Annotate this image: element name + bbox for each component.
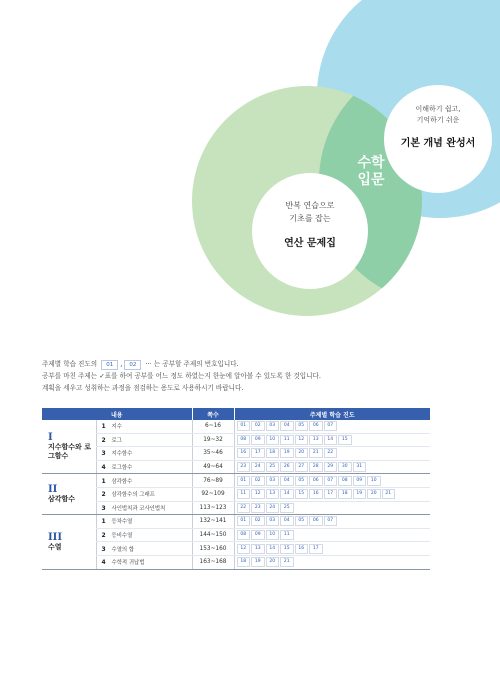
topic-number: 2 [101, 532, 106, 540]
progress-checkbox[interactable]: 08 [338, 476, 352, 486]
practice-book-title: 연산 문제집 [284, 238, 336, 249]
progress-cell [234, 528, 430, 542]
progress-cell [234, 555, 430, 569]
progress-checkbox[interactable]: 18 [338, 489, 352, 499]
table-row [42, 501, 430, 515]
page-range: 49~64 [192, 460, 234, 474]
topic-name: 삼각함수의 그래프 [111, 492, 155, 499]
progress-checkbox[interactable]: 18 [266, 448, 280, 458]
progress-checkbox[interactable]: 17 [324, 489, 338, 499]
unit-number: III [48, 531, 63, 543]
table-body [42, 420, 430, 569]
progress-checkbox[interactable]: 25 [266, 462, 280, 472]
progress-checkbox[interactable]: 13 [309, 435, 323, 445]
concept-book-description [384, 104, 492, 126]
example-chip-second: 02 [124, 360, 141, 370]
progress-checkbox[interactable]: 06 [309, 421, 323, 431]
instruction-line-1-lead: 주제별 학습 진도의 [42, 360, 98, 368]
progress-checkbox[interactable]: 24 [266, 503, 280, 513]
progress-checkbox[interactable]: 03 [266, 421, 280, 431]
practice-book-description [252, 199, 368, 225]
unit-number: II [48, 484, 58, 496]
concept-book-title: 기본 개념 완성서 [400, 138, 476, 149]
topic-name: 지수함수 [111, 451, 133, 458]
topic-cell [96, 542, 192, 556]
progress-checkbox[interactable]: 20 [266, 557, 280, 567]
progress-cell [234, 460, 430, 474]
progress-checkbox[interactable]: 16 [309, 489, 323, 499]
progress-checkbox[interactable]: 01 [237, 476, 251, 486]
topic-number: 4 [101, 464, 106, 472]
unit-title: 삼각함수 [48, 495, 76, 504]
topic-name: 등차수열 [111, 519, 133, 526]
topic-number: 3 [101, 450, 106, 458]
progress-checkbox[interactable]: 05 [295, 421, 309, 431]
page-range: 153~160 [192, 542, 234, 556]
progress-checkbox[interactable]: 16 [295, 544, 309, 554]
page-range: 144~150 [192, 528, 234, 542]
table-header-row [42, 408, 430, 420]
progress-checkbox[interactable]: 09 [251, 435, 265, 445]
progress-cell [234, 515, 430, 529]
progress-cell [234, 542, 430, 556]
table-row [42, 420, 430, 433]
page-range: 163~168 [192, 555, 234, 569]
topic-number: 2 [101, 491, 106, 499]
progress-checkbox[interactable]: 26 [280, 462, 294, 472]
instruction-line-1: 주제별 학습 진도의 01 , 02 ··· 는 공부할 주제의 번호입니다. [42, 360, 239, 368]
topic-number: 3 [101, 504, 106, 512]
progress-checkbox[interactable]: 09 [251, 530, 265, 540]
progress-checkbox[interactable]: 19 [280, 448, 294, 458]
topic-number: 1 [101, 518, 106, 526]
topic-number: 1 [101, 477, 106, 485]
topic-cell [96, 515, 192, 529]
progress-checkbox[interactable]: 05 [295, 516, 309, 526]
topic-cell [96, 460, 192, 474]
progress-checkbox[interactable]: 07 [324, 476, 338, 486]
table-row [42, 447, 430, 461]
unit-cell [42, 515, 96, 569]
progress-checkbox[interactable]: 06 [309, 516, 323, 526]
progress-checkbox[interactable]: 02 [251, 421, 265, 431]
topic-name: 로그함수 [111, 465, 133, 472]
practice-book-badge [252, 173, 368, 289]
table-row [42, 474, 430, 488]
page-range: 76~89 [192, 474, 234, 488]
progress-checkbox[interactable]: 01 [237, 516, 251, 526]
topic-cell [96, 447, 192, 461]
topic-number: 4 [101, 559, 106, 567]
progress-checkbox[interactable]: 06 [309, 476, 323, 486]
practice-book-line-1: 반복 연습으로 [285, 201, 335, 210]
progress-checkbox[interactable]: 23 [237, 462, 251, 472]
progress-checkbox[interactable]: 12 [295, 435, 309, 445]
concept-book-line-2: 기억하기 쉬운 [416, 116, 460, 124]
progress-checkbox[interactable]: 14 [324, 435, 338, 445]
progress-checkbox[interactable]: 21 [309, 448, 323, 458]
progress-checkbox[interactable]: 22 [237, 503, 251, 513]
progress-checkbox[interactable]: 04 [280, 476, 294, 486]
table-row [42, 542, 430, 556]
progress-checkbox[interactable]: 07 [324, 516, 338, 526]
topic-name: 등비수열 [111, 533, 133, 540]
progress-checkbox[interactable]: 11 [237, 489, 251, 499]
header-progress: 주제별 학습 진도 [234, 408, 430, 420]
topic-name: 사인법칙과 코사인법칙 [111, 505, 166, 512]
progress-checkbox[interactable]: 13 [251, 544, 265, 554]
progress-checkbox[interactable]: 16 [237, 448, 251, 458]
topic-cell [96, 433, 192, 447]
progress-checkbox[interactable]: 20 [295, 448, 309, 458]
progress-checkbox[interactable]: 30 [338, 462, 352, 472]
topic-name: 삼각함수 [111, 478, 133, 485]
progress-checkbox[interactable]: 08 [237, 530, 251, 540]
progress-cell [234, 433, 430, 447]
progress-instructions [42, 358, 462, 394]
progress-checkbox[interactable]: 27 [295, 462, 309, 472]
progress-checkbox[interactable]: 20 [367, 489, 381, 499]
page-range: 113~123 [192, 501, 234, 515]
progress-cell [234, 474, 430, 488]
topic-name: 수열의 합 [111, 546, 135, 553]
study-progress-table [42, 408, 430, 570]
progress-checkbox[interactable]: 25 [280, 503, 294, 513]
progress-checkbox[interactable]: 19 [251, 557, 265, 567]
progress-checkbox[interactable]: 12 [251, 489, 265, 499]
example-chip-first: 01 [101, 360, 118, 370]
unit-title: 수열 [48, 542, 62, 551]
topic-number: 3 [101, 545, 106, 553]
progress-checkbox[interactable]: 02 [251, 476, 265, 486]
page-range: 132~141 [192, 515, 234, 529]
progress-cell [234, 501, 430, 515]
progress-checkbox[interactable]: 13 [266, 489, 280, 499]
topic-cell [96, 487, 192, 501]
progress-checkbox[interactable]: 19 [353, 489, 367, 499]
table-row [42, 487, 430, 501]
progress-checkbox[interactable]: 14 [280, 489, 294, 499]
progress-checkbox[interactable]: 15 [280, 544, 294, 554]
header-pages: 쪽수 [192, 408, 234, 420]
progress-checkbox[interactable]: 11 [280, 435, 294, 445]
practice-book-line-2: 기초를 잡는 [289, 214, 331, 223]
topic-number: 1 [101, 423, 106, 431]
topic-cell [96, 528, 192, 542]
progress-checkbox[interactable]: 24 [251, 462, 265, 472]
progress-checkbox[interactable]: 31 [353, 462, 367, 472]
progress-checkbox[interactable]: 07 [324, 421, 338, 431]
topic-cell [96, 501, 192, 515]
progress-checkbox[interactable]: 17 [309, 544, 323, 554]
topic-cell [96, 474, 192, 488]
topic-name: 지수 [111, 424, 122, 431]
topic-cell [96, 420, 192, 433]
progress-checkbox[interactable]: 01 [237, 421, 251, 431]
unit-cell [42, 420, 96, 474]
progress-checkbox[interactable]: 29 [324, 462, 338, 472]
progress-checkbox[interactable]: 10 [367, 476, 381, 486]
instruction-line-3: 계획을 세우고 성취하는 과정을 점검하는 용도로 사용하시기 바랍니다. [42, 384, 244, 392]
unit-title: 지수함수와 로그함수 [48, 443, 92, 461]
progress-checkbox[interactable]: 21 [382, 489, 396, 499]
page-range: 92~109 [192, 487, 234, 501]
progress-checkbox[interactable]: 05 [295, 476, 309, 486]
table-row [42, 555, 430, 569]
progress-checkbox[interactable]: 04 [280, 516, 294, 526]
progress-checkbox[interactable]: 08 [237, 435, 251, 445]
instruction-line-1-tail: ··· 는 공부할 주제의 번호입니다. [145, 360, 239, 368]
progress-checkbox[interactable]: 23 [251, 503, 265, 513]
progress-checkbox[interactable]: 10 [266, 435, 280, 445]
series-title-line-1: 수학 [357, 155, 385, 171]
topic-name: 로그 [111, 437, 122, 444]
topic-cell [96, 555, 192, 569]
progress-checkbox[interactable]: 12 [237, 544, 251, 554]
table-row [42, 433, 430, 447]
progress-checkbox[interactable]: 28 [309, 462, 323, 472]
progress-cell [234, 447, 430, 461]
progress-cell [234, 487, 430, 501]
topic-number: 2 [101, 436, 106, 444]
progress-checkbox[interactable]: 02 [251, 516, 265, 526]
unit-number: I [48, 432, 53, 444]
topic-name: 수학적 귀납법 [111, 560, 145, 567]
progress-checkbox[interactable]: 10 [266, 530, 280, 540]
progress-checkbox[interactable]: 21 [280, 557, 294, 567]
progress-checkbox[interactable]: 11 [280, 530, 294, 540]
unit-cell [42, 474, 96, 515]
page-range: 19~32 [192, 433, 234, 447]
header-content: 내용 [42, 408, 192, 420]
table-row [42, 515, 430, 529]
progress-checkbox[interactable]: 15 [338, 435, 352, 445]
progress-checkbox[interactable]: 04 [280, 421, 294, 431]
progress-checkbox[interactable]: 18 [237, 557, 251, 567]
progress-checkbox[interactable]: 17 [251, 448, 265, 458]
instruction-line-2: 공부를 마친 주제는 ✓표를 하여 공부를 어느 정도 하였는지 한눈에 알아볼 수 있도록 한 것입니다. [42, 372, 322, 380]
concept-book-line-1: 이해하기 쉽고, [415, 105, 461, 113]
table-row [42, 460, 430, 474]
progress-checkbox[interactable]: 15 [295, 489, 309, 499]
table-row [42, 528, 430, 542]
progress-checkbox[interactable]: 03 [266, 516, 280, 526]
page-range: 6~16 [192, 420, 234, 433]
progress-checkbox[interactable]: 09 [353, 476, 367, 486]
series-title [346, 155, 396, 189]
progress-checkbox[interactable]: 03 [266, 476, 280, 486]
progress-cell [234, 420, 430, 433]
page-range: 35~46 [192, 447, 234, 461]
series-title-line-2: 입문 [357, 172, 385, 188]
progress-checkbox[interactable]: 14 [266, 544, 280, 554]
progress-checkbox[interactable]: 22 [324, 448, 338, 458]
